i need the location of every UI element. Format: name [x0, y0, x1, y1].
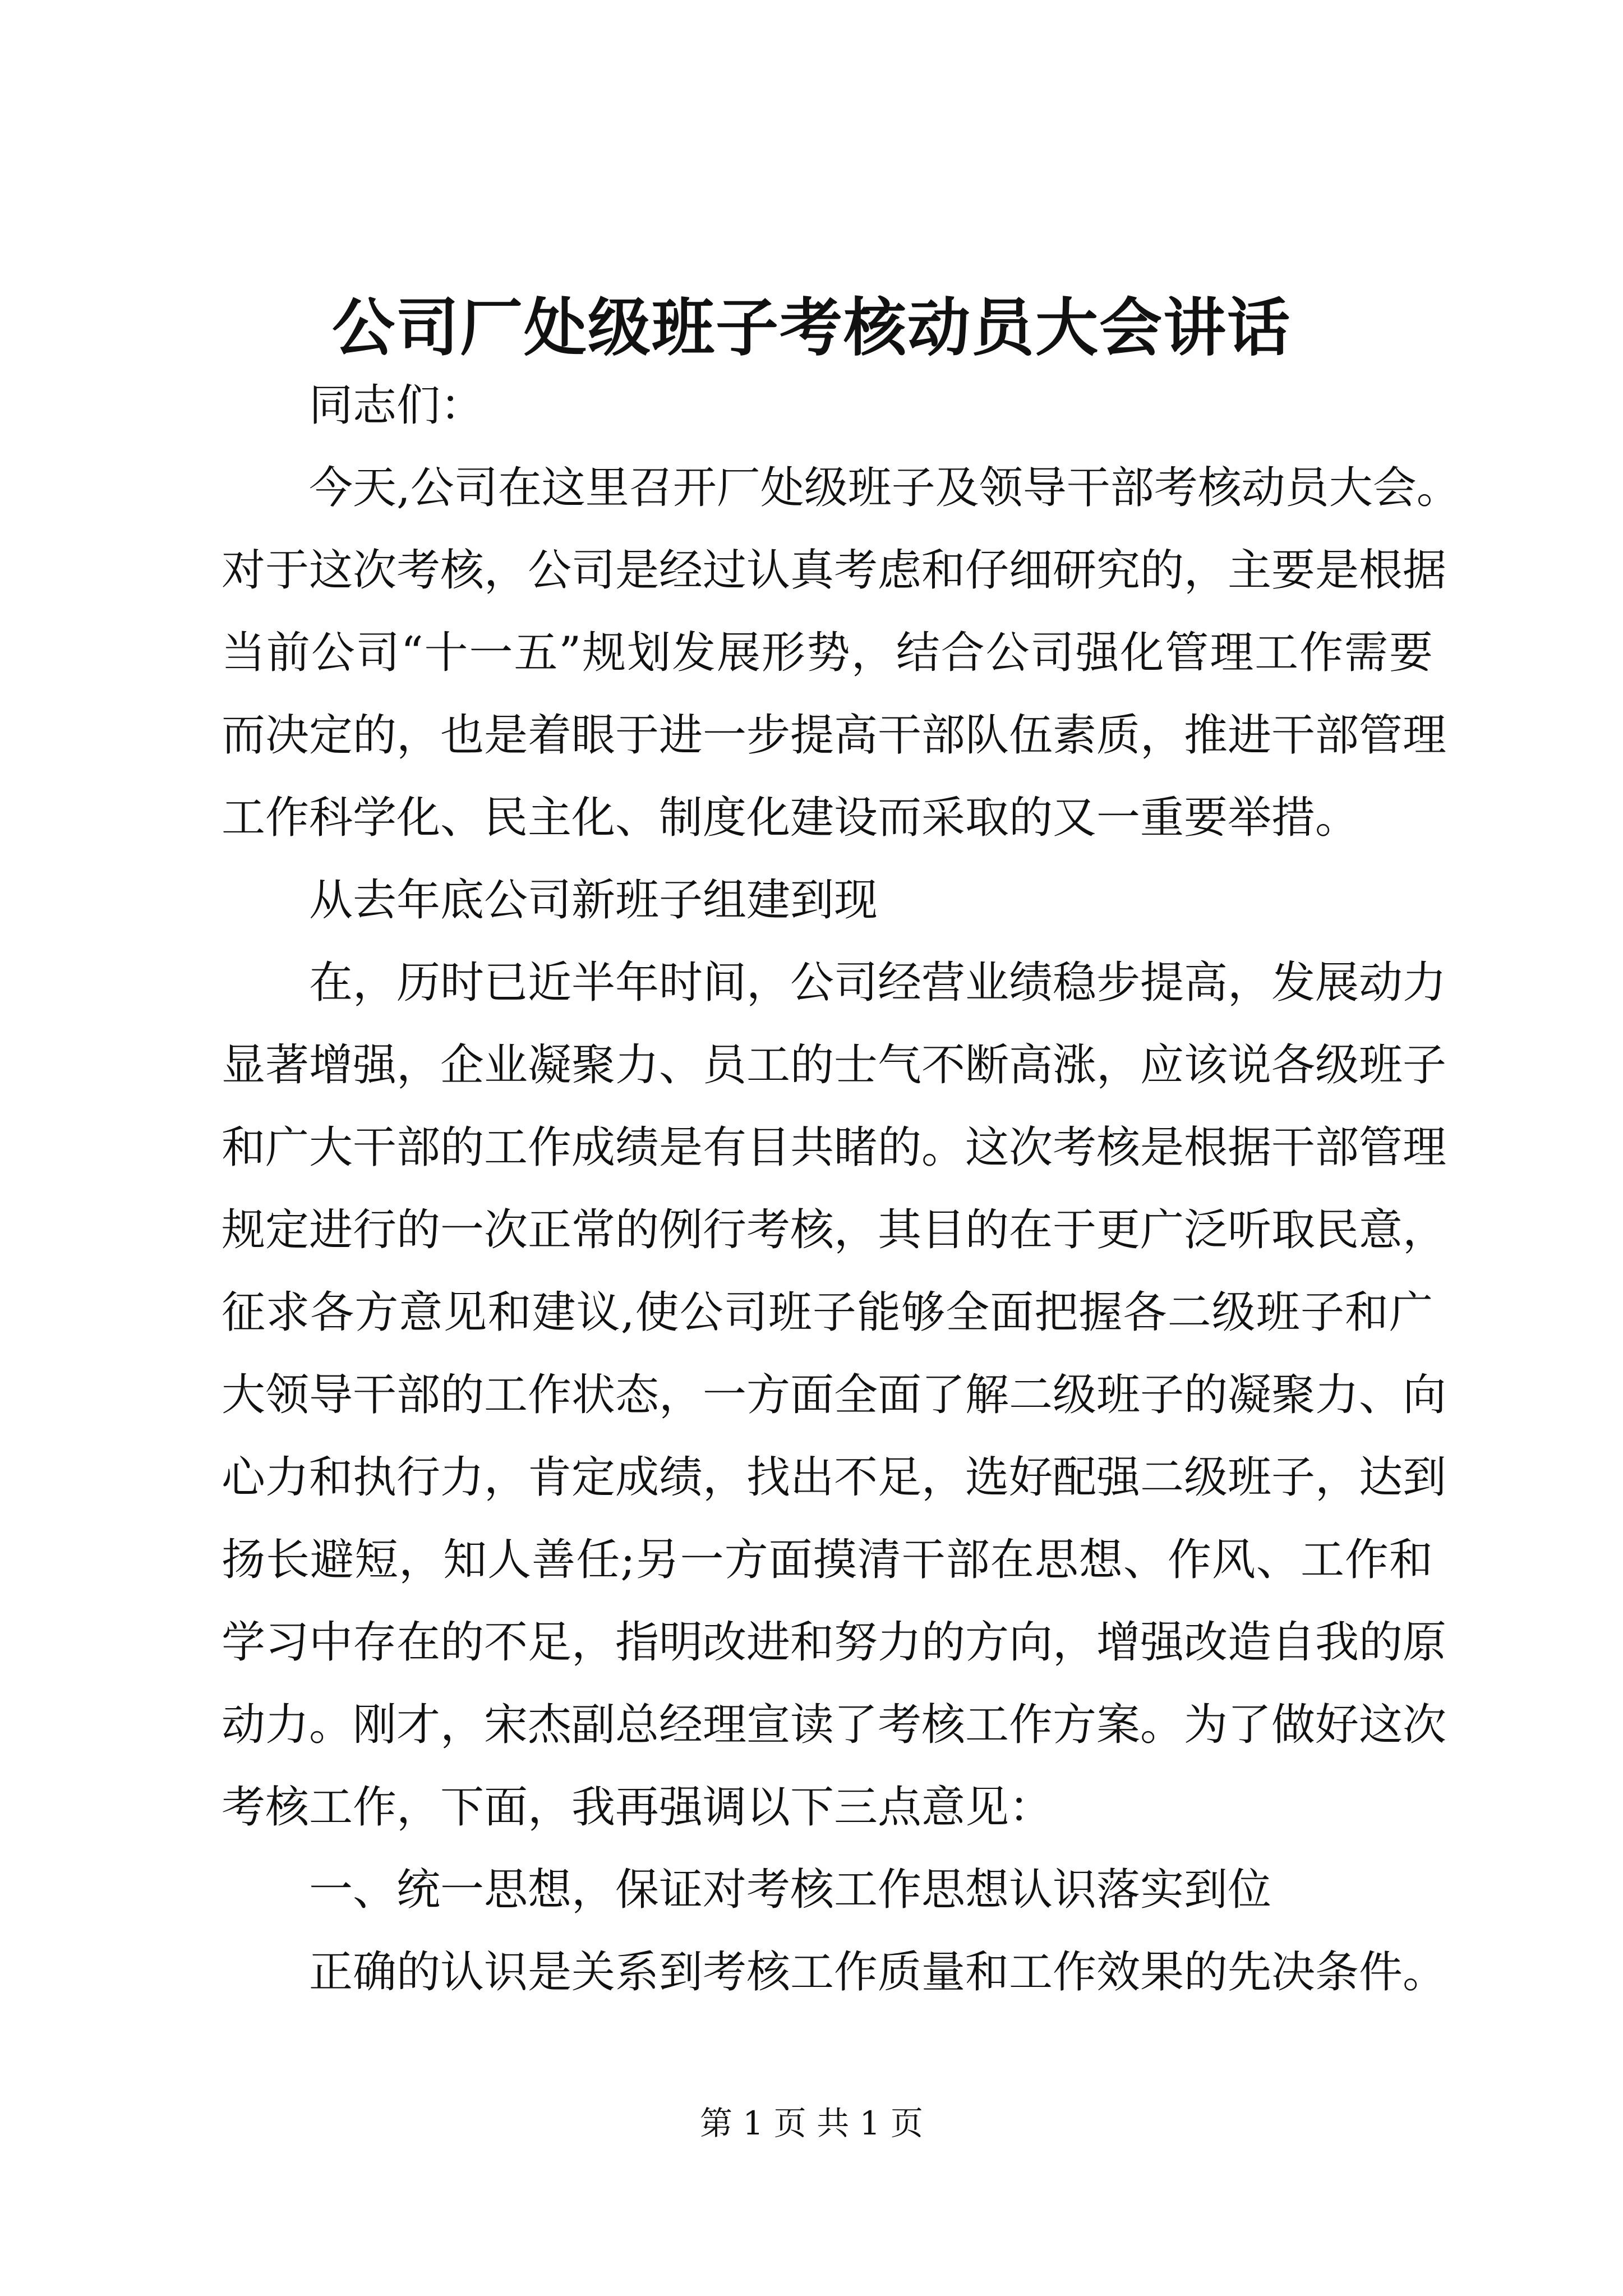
body-line: 一、统一思想，保证对考核工作思想认识落实到位 — [309, 1865, 1272, 1915]
body-line: 而决定的，也是着眼于进一步提高干部队伍素质，推进干部管理 — [222, 710, 1447, 761]
body-line: 规定进行的一次正常的例行考核，其目的在于更广泛听取民意， — [222, 1205, 1447, 1255]
body-line: 大领导干部的工作状态，一方面全面了解二级班子的凝聚力、向 — [222, 1370, 1447, 1420]
document-title: 公司厂处级班子考核动员大会讲话 — [332, 291, 1291, 365]
document-body — [222, 365, 1460, 2014]
body-line: 工作科学化、民主化、制度化建设而采取的又一重要举措。 — [222, 793, 1359, 843]
body-line: 同志们： — [309, 380, 485, 431]
page-footer: 第 1 页 共 1 页 — [700, 2104, 923, 2142]
body-line: 考核工作，下面，我再强调以下三点意见： — [222, 1782, 1053, 1833]
body-line: 学习中存在的不足，指明改进和努力的方向，增强改造自我的原 — [222, 1617, 1447, 1668]
body-line: 当前公司“十一五”规划发展形势，结合公司强化管理工作需要 — [222, 628, 1433, 678]
body-line: 今天,公司在这里召开厂处级班子及领导干部考核动员大会。 — [309, 463, 1460, 513]
body-line: 在，历时已近半年时间，公司经营业绩稳步提高，发展动力 — [309, 958, 1447, 1008]
body-line: 征求各方意见和建议,使公司班子能够全面把握各二级班子和广 — [222, 1287, 1433, 1338]
body-line: 对于这次考核，公司是经过认真考虑和仔细研究的，主要是根据 — [222, 545, 1447, 596]
body-line: 和广大干部的工作成绩是有目共睹的。这次考核是根据干部管理 — [222, 1122, 1447, 1173]
body-line: 心力和执行力，肯定成绩，找出不足，选好配强二级班子，达到 — [222, 1452, 1447, 1503]
body-line: 从去年底公司新班子组建到现 — [309, 875, 878, 926]
body-line: 正确的认识是关系到考核工作质量和工作效果的先决条件。 — [309, 1947, 1447, 1998]
body-line: 显著增强，企业凝聚力、员工的士气不断高涨，应该说各级班子 — [222, 1040, 1447, 1091]
body-line: 扬长避短，知人善任;另一方面摸清干部在思想、作风、工作和 — [222, 1535, 1433, 1585]
body-line: 动力。刚才，宋杰副总经理宣读了考核工作方案。为了做好这次 — [222, 1700, 1447, 1750]
